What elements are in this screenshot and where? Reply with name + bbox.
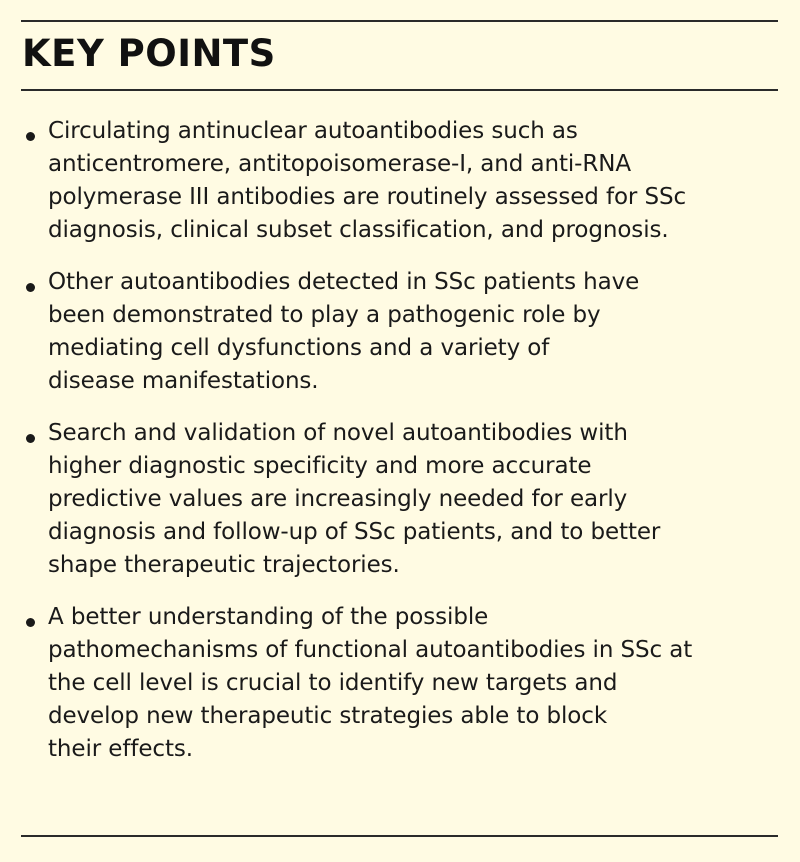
key-point-text: Search and validation of novel autoantibodies with higher diagnostic specificity and more accurate predictive values are increasingly needed for early diagnosis and follow-up of SSc patients, and to better shape therapeutic trajectories. xyxy=(48,420,661,578)
key-point-text: Other autoantibodies detected in SSc patients have been demonstrated to play a pathogenic role by mediating cell dysfunctions and a variety of disease manifestations. xyxy=(48,269,640,394)
bottom-divider xyxy=(21,835,778,837)
box-title: KEY POINTS xyxy=(22,32,276,75)
key-points-list xyxy=(22,115,782,785)
title-divider xyxy=(21,89,778,91)
bullet-icon xyxy=(26,434,35,443)
key-point-item xyxy=(22,417,782,582)
key-point-text: A better understanding of the possible pathomechanisms of functional autoantibodies in SSc at the cell level is crucial to identify new targets and develop new therapeutic strategies able to block their effects. xyxy=(48,604,693,762)
bullet-icon xyxy=(26,618,35,627)
key-point-item xyxy=(22,115,782,247)
bullet-icon xyxy=(26,283,35,292)
key-point-item xyxy=(22,601,782,766)
bullet-icon xyxy=(26,132,35,141)
key-point-text: Circulating antinuclear autoantibodies such as anticentromere, antitopoisomerase-I, and anti-RNA polymerase III antibodies are routinely assessed for SSc diagnosis, clinical subset classification, and prognosis. xyxy=(48,118,687,243)
top-divider xyxy=(21,20,778,22)
key-point-item xyxy=(22,266,782,398)
